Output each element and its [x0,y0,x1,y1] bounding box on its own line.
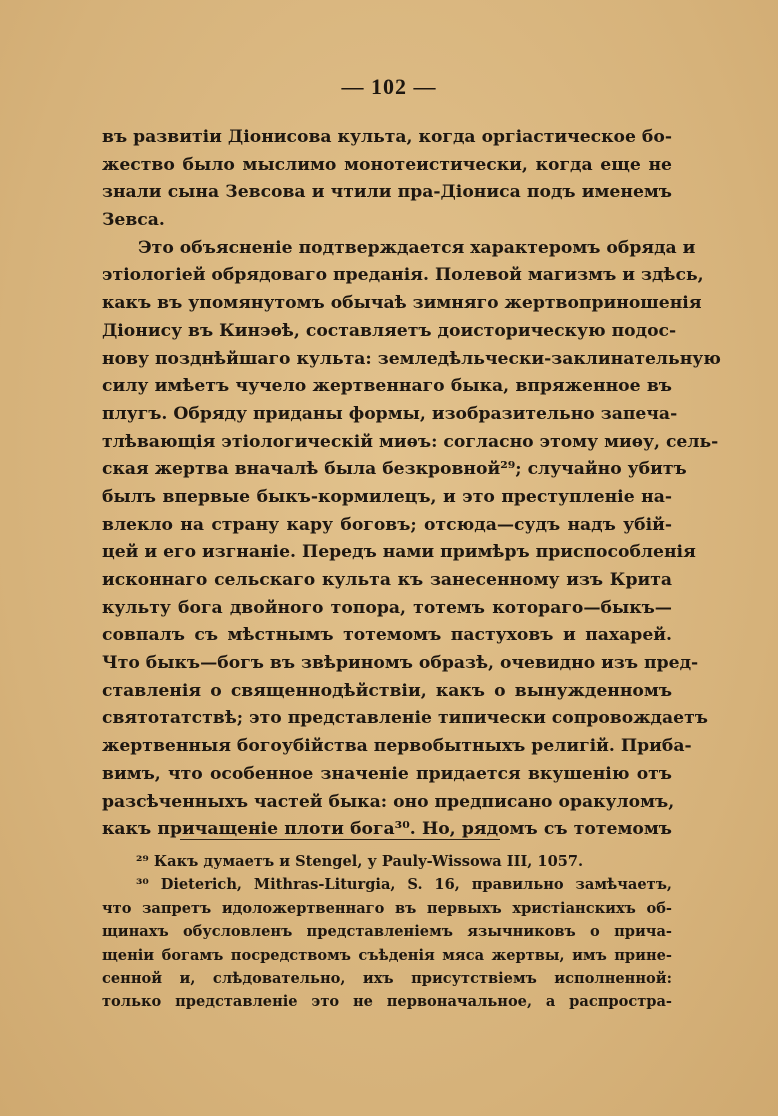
footnote-line: щеніи богамъ посредствомъ съѣденія мяса жертвы, имъ прине- [102,946,672,964]
text-line: жество было мыслимо монотеистически, когда еще не [102,154,672,175]
text-line: Что быкъ—богъ въ звѣриномъ образѣ, очевидно изъ пред- [102,653,699,674]
text-line: Зевса. [102,210,165,231]
text-line: цей и его изгнаніе. Передъ нами примѣръ приспособленія [102,542,696,563]
text-line: въ развитіи Діонисова культа, когда оргіастическое бо- [102,127,672,147]
footnote-line: только представленіе это не первоначальное, а распростра- [102,993,672,1011]
text-line: разсѣченныхъ частей быка: оно предписано оракуломъ, [102,791,675,812]
footnote-line: щинахъ обусловленъ представленіемъ язычниковъ о прича- [102,923,672,941]
footnote-line: ³⁰ Dieterich, Mithras-Liturgia, S. 16, правильно замѣчаетъ, [136,876,672,894]
text-line: знали сына Зевсова и чтили пра-Діониса подъ именемъ [102,182,672,203]
text-line: святотатствѣ; это представленіе типически сопровождаетъ [102,708,708,729]
footnote-line: что запретъ идоложертвеннаго въ первыхъ христіанскихъ об- [102,899,672,917]
page-number: — 102 — [341,74,437,99]
text-line: тлѣвающія этіологическій миѳъ: согласно этому миѳу, сель- [102,431,719,452]
text-line: силу имѣетъ чучело жертвеннаго быка, впряженное въ [102,376,672,397]
text-line: влекло на страну кару боговъ; отсюда—судъ надъ убій- [102,514,672,535]
text-line: былъ впервые быкъ-кормилецъ, и это преступленіе на- [102,486,672,507]
footnote-line: сенной и, слѣдовательно, ихъ присутствіемъ исполненной: [102,969,672,987]
text-line: ставленія о священнодѣйствіи, какъ о вынужденномъ [102,680,672,701]
text-line: исконнаго сельскаго культа къ занесенному изъ Крита [102,570,672,590]
text-line: культу бога двойного топора, тотемъ котораго—быкъ— [102,597,672,618]
footnote-divider [180,839,500,840]
text-line: вимъ, что особенное значеніе придается вкушенію отъ [102,763,672,784]
text-line: плугъ. Обряду приданы формы, изобразительно запеча- [102,403,678,424]
footnotes [102,850,672,1014]
text-line: Діонису въ Кинэѳѣ, составляетъ доисторическую подос- [102,320,677,341]
text-line: какъ въ упомянутомъ обычаѣ зимняго жертвоприношенія [102,293,702,314]
text-line: Это объясненіе подтверждается характеромъ обряда и [138,237,696,258]
footnote-line: ²⁹ Какъ думаетъ и Stengel, у Pauly-Wissowa III, 1057. [136,853,584,870]
text-line: этіологіей обрядоваго преданія. Полевой магизмъ и здѣсь, [102,265,704,286]
text-line: совпалъ съ мѣстнымъ тотемомъ пастуховъ и пахарей. [102,625,672,646]
text-line: жертвенныя богоубійства первобытныхъ религій. Приба- [102,736,692,757]
main-text [102,124,721,844]
text-line: нову позднѣйшаго культа: земледѣльчески-заклинательную [102,348,721,369]
text-line: ская жертва вначалѣ была безкровной²⁹; случайно убитъ [102,459,687,480]
text-line: какъ причащеніе плоти бога³⁰. Но, рядомъ съ тотемомъ [102,819,672,840]
